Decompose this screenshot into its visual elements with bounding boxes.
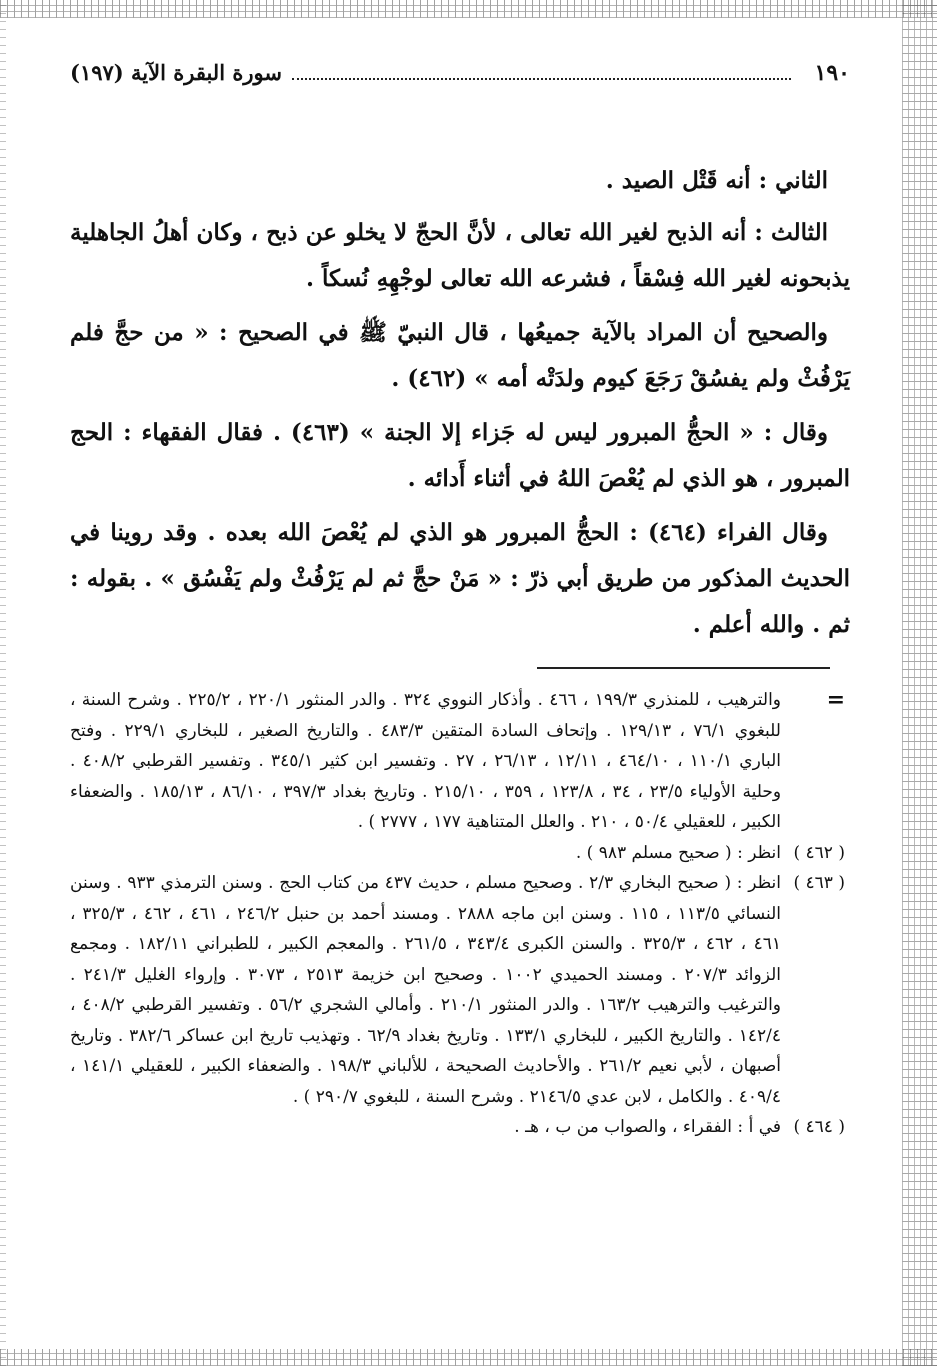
- decorative-border-top: [0, 0, 937, 18]
- footnote: [70, 868, 845, 1112]
- footnote-text: انظر : ( صحيح مسلم ٩٨٣ ) .: [575, 842, 781, 863]
- main-text: [70, 158, 850, 648]
- footnote-text: والترهيب ، للمنذري ١٩٩/٣ ، ٤٦٦ . وأذكار النووي ٣٢٤ . والدر المنثور ٢٢٠/١ ، ٢٢٥/٢ . وشرح السنة ، للبغوي ٧٦/١ ، ١٢٩/١٣ . وإتحاف السادة المتقين ٤٨٣/٣ . والتاريخ الصغير ، للبخاري ٢٢٩/١ . وفتح الباري ١١٠/١ ، ٤٦٤/١٠ ، ١٢/١١ ، ٢٦/١٣ ، ٢٧ . وتفسير ابن كثير ٣٤٥/١ . وتفسير القرطبي ٤٠٨/٢ . وحلية الأولياء ٢٣/٥ ، ٣٤ ، ١٢٣/٨ ، ٣٥٩ ، ٢١٥/١٠ . وتاريخ بغداد ٣٩٧/٣ ، ٨٦/١٠ ، ١٨٥/١٣ . والضعفاء الكبير ، للعقيلي ٥٠/٤ ، ٢١٠ . والعلل المتناهية ١٧٧ ، ٢٧٧٧ ) .: [70, 690, 782, 832]
- footnote-number: =: [826, 687, 845, 713]
- footnotes: [70, 685, 845, 1143]
- page: [70, 60, 850, 656]
- page-number: ١٩٠: [814, 60, 850, 86]
- footnote-number: ( ٤٦٤ ): [793, 1117, 845, 1137]
- paragraph: والصحيح أن المراد بالآية جميعُها ، قال النبيّ ﷺ في الصحيح : « من حجَّ فلم يَرْفُثْ ولم يفسُقْ رَجَعَ كيوم ولدَتْه أمه » (٤٦٢) .: [70, 319, 850, 392]
- paragraph: الثالث : أنه الذبح لغير الله تعالى ، لأنَّ الحجّ لا يخلو عن ذبح ، وكان أهلُ الجاهلية يذبحونه لغير الله فِسْقاً ، فشرعه الله تعالى لوجْهِهِ نُسكاً .: [70, 219, 850, 292]
- footnote-text: في أ : الفقراء ، والصواب من ب ، هـ .: [514, 1117, 781, 1137]
- paragraph: وقال : « الحجُّ المبرور ليس له جَزاء إلا الجنة » (٤٦٣) . فقال الفقهاء : الحج المبرور ، هو الذي لم يُعْصَ اللهُ في أثناء أَدائه .: [70, 419, 850, 492]
- running-title: سورة البقرة الآية (١٩٧): [70, 60, 282, 85]
- leader-dots: [292, 64, 791, 80]
- decorative-border-right: [902, 0, 937, 1366]
- footnote: [70, 685, 845, 838]
- running-head: [70, 60, 850, 104]
- footnote: [70, 838, 845, 869]
- decorative-border-bottom: [0, 1349, 937, 1366]
- footnote-separator: [537, 667, 830, 669]
- footnote-number: ( ٤٦٣ ): [793, 873, 845, 893]
- paragraph: الثاني : أنه قَتْل الصيد .: [605, 167, 828, 194]
- paragraph: وقال الفراء (٤٦٤) : الحجُّ المبرور هو الذي لم يُعْصَ الله بعده . وقد روينا في الحديث المذكور من طريق أبي ذرّ : « مَنْ حجَّ ثم لم يَرْفُثْ ولم يَفْسُق » . بقوله : ثم . والله أعلم .: [70, 519, 850, 638]
- footnote-number: ( ٤٦٢ ): [793, 842, 845, 863]
- footnote: [70, 1112, 845, 1143]
- footnote-text: انظر : ( صحيح البخاري ٢/٣ . وصحيح مسلم ، حديث ٤٣٧ من كتاب الحج . وسنن الترمذي ٩٣٣ . وسنن النسائي ١١٣/٥ ، ١١٥ . وسنن ابن ماجه ٢٨٨٨ . ومسند أحمد بن حنبل ٢٤٦/٢ ، ٤٦١ ، ٤٦٢ ، ٣٢٥/٣ ، ٤٦١ ، ٤٦٢ ، ٣٢٥/٣ . والسنن الكبرى ٣٤٣/٤ ، ٢٦١/٥ . والمعجم الكبير ، للطبراني ١٨٢/١١ . ومجمع الزوائد ٢٠٧/٣ . ومسند الحميدي ١٠٠٢ . وصحيح ابن خزيمة ٢٥١٣ ، ٣٠٧٣ . وإرواء الغليل ٢٤١/٣ . والترغيب والترهيب ١٦٣/٢ . والدر المنثور ٢١٠/١ . وأمالي الشجري ٥٦/٢ . وتفسير القرطبي ٤٠٨/٢ ، ١٤٢/٤ . والتاريخ الكبير ، للبخاري ١٣٣/١ . وتاريخ بغداد ٦٢/٩ . وتهذيب تاريخ ابن عساكر ٣٨٢/٦ . وتاريخ أصبهان ، لأبي نعيم ٢٦١/٢ . والأحاديث الصحيحة ، للألباني ١٩٨/٣ . والضعفاء الكبير ، للعقيلي ١٤١/١ ، ٤٠٩/٤ . والكامل ، لابن عدي ٢١٤٦/٥ . وشرح السنة ، للبغوي ٢٩٠/٧ ) .: [70, 873, 782, 1107]
- decorative-border-left: [0, 0, 6, 1366]
